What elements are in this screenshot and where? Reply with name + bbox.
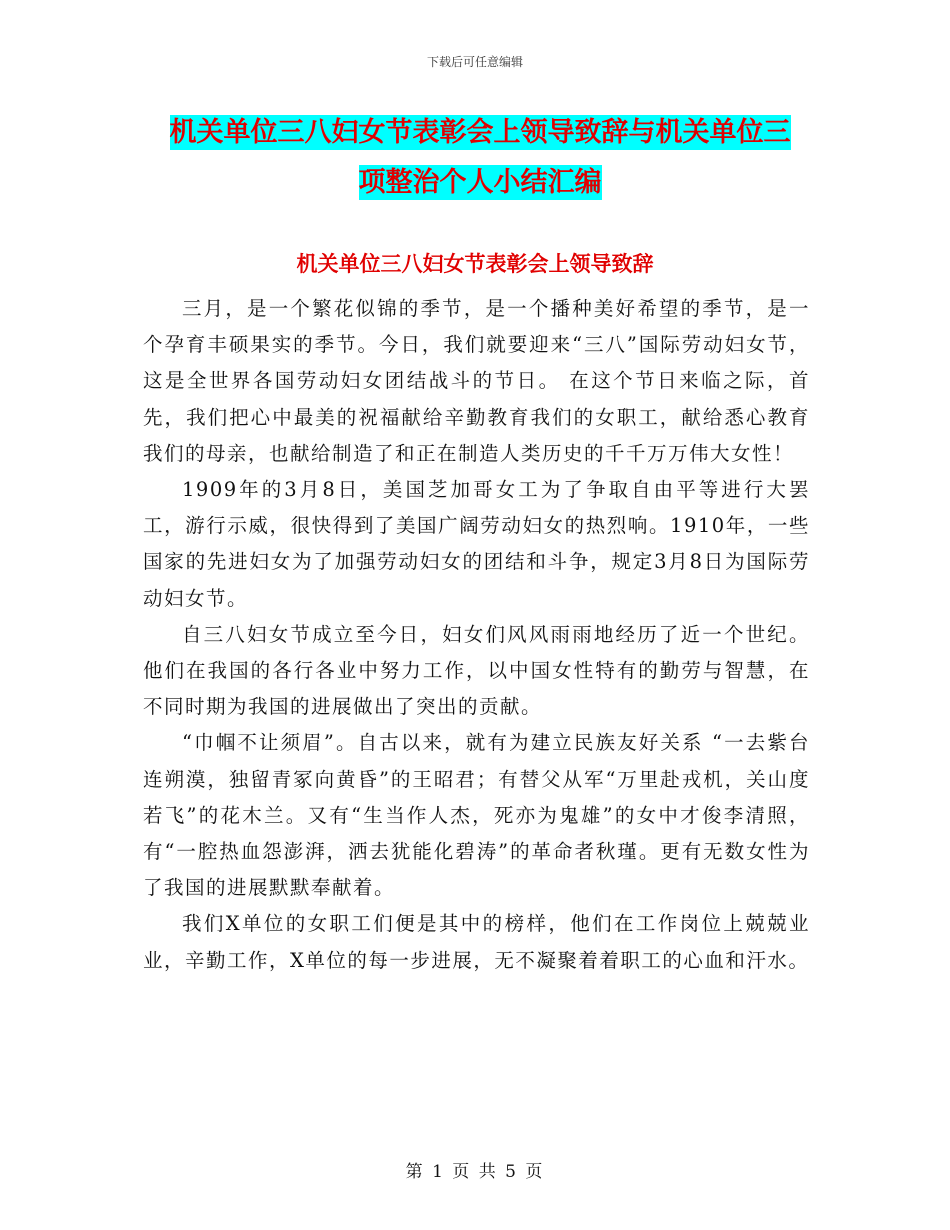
document-title-line-1: 机关单位三八妇女节表彰会上领导致辞与机关单位三 xyxy=(169,117,791,148)
paragraph: 三月，是一个繁花似锦的季节，是一个播种美好希望的季节，是一个孕育丰硕果实的季节。今日，我们就要迎来“三八”国际劳动妇女节，这是全世界各国劳动妇女团结战斗的节日。 在这个节日来临之际，首先，我们把心中最美的祝福献给辛勤教育我们的女职工，献给悉心教育我们的母亲，也献给制造了和正在制造人类历史的千千万万伟大女性！ xyxy=(143,297,810,465)
paragraph: “巾帼不让须眉”。自古以来，就有为建立民族友好关系 “一去紫台连朔漠，独留青冢向黄昏”的王昭君；有替父从军“万里赴戎机，关山度若飞”的花木兰。又有“生当作人杰，死亦为鬼雄”的女中才俊李清照，有“一腔热血怨澎湃，洒去犹能化碧涛”的革命者秋瑾。更有无数女性为了我国的进展默默奉献着。 xyxy=(143,731,810,900)
page-footer: 第 1 页 共 5 页 xyxy=(405,1162,545,1182)
header-note: 下载后可任意编辑 xyxy=(426,55,523,69)
body-text xyxy=(143,291,810,979)
document-title-line-2: 项整治个人小结汇编 xyxy=(358,167,602,198)
paragraph: 自三八妇女节成立至今日，妇女们风风雨雨地经历了近一个世纪。他们在我国的各行各业中努力工作，以中国女性特有的勤劳与智慧，在不同时期为我国的进展做出了突出的贡献。 xyxy=(143,622,810,719)
paragraph: 1909年的3月8日，美国芝加哥女工为了争取自由平等进行大罢工，游行示威，很快得到了美国广阔劳动妇女的热烈响。1910年，一些国家的先进妇女为了加强劳动妇女的团结和斗争，规定3月8日为国际劳动妇女节。 xyxy=(143,478,810,610)
paragraph: 我们X单位的女职工们便是其中的榜样，他们在工作岗位上兢兢业业，辛勤工作，X单位的每一步进展，无不凝聚着着职工的心血和汗水。 xyxy=(143,912,810,972)
document-title xyxy=(140,108,820,208)
section-title: 机关单位三八妇女节表彰会上领导致辞 xyxy=(296,252,654,276)
